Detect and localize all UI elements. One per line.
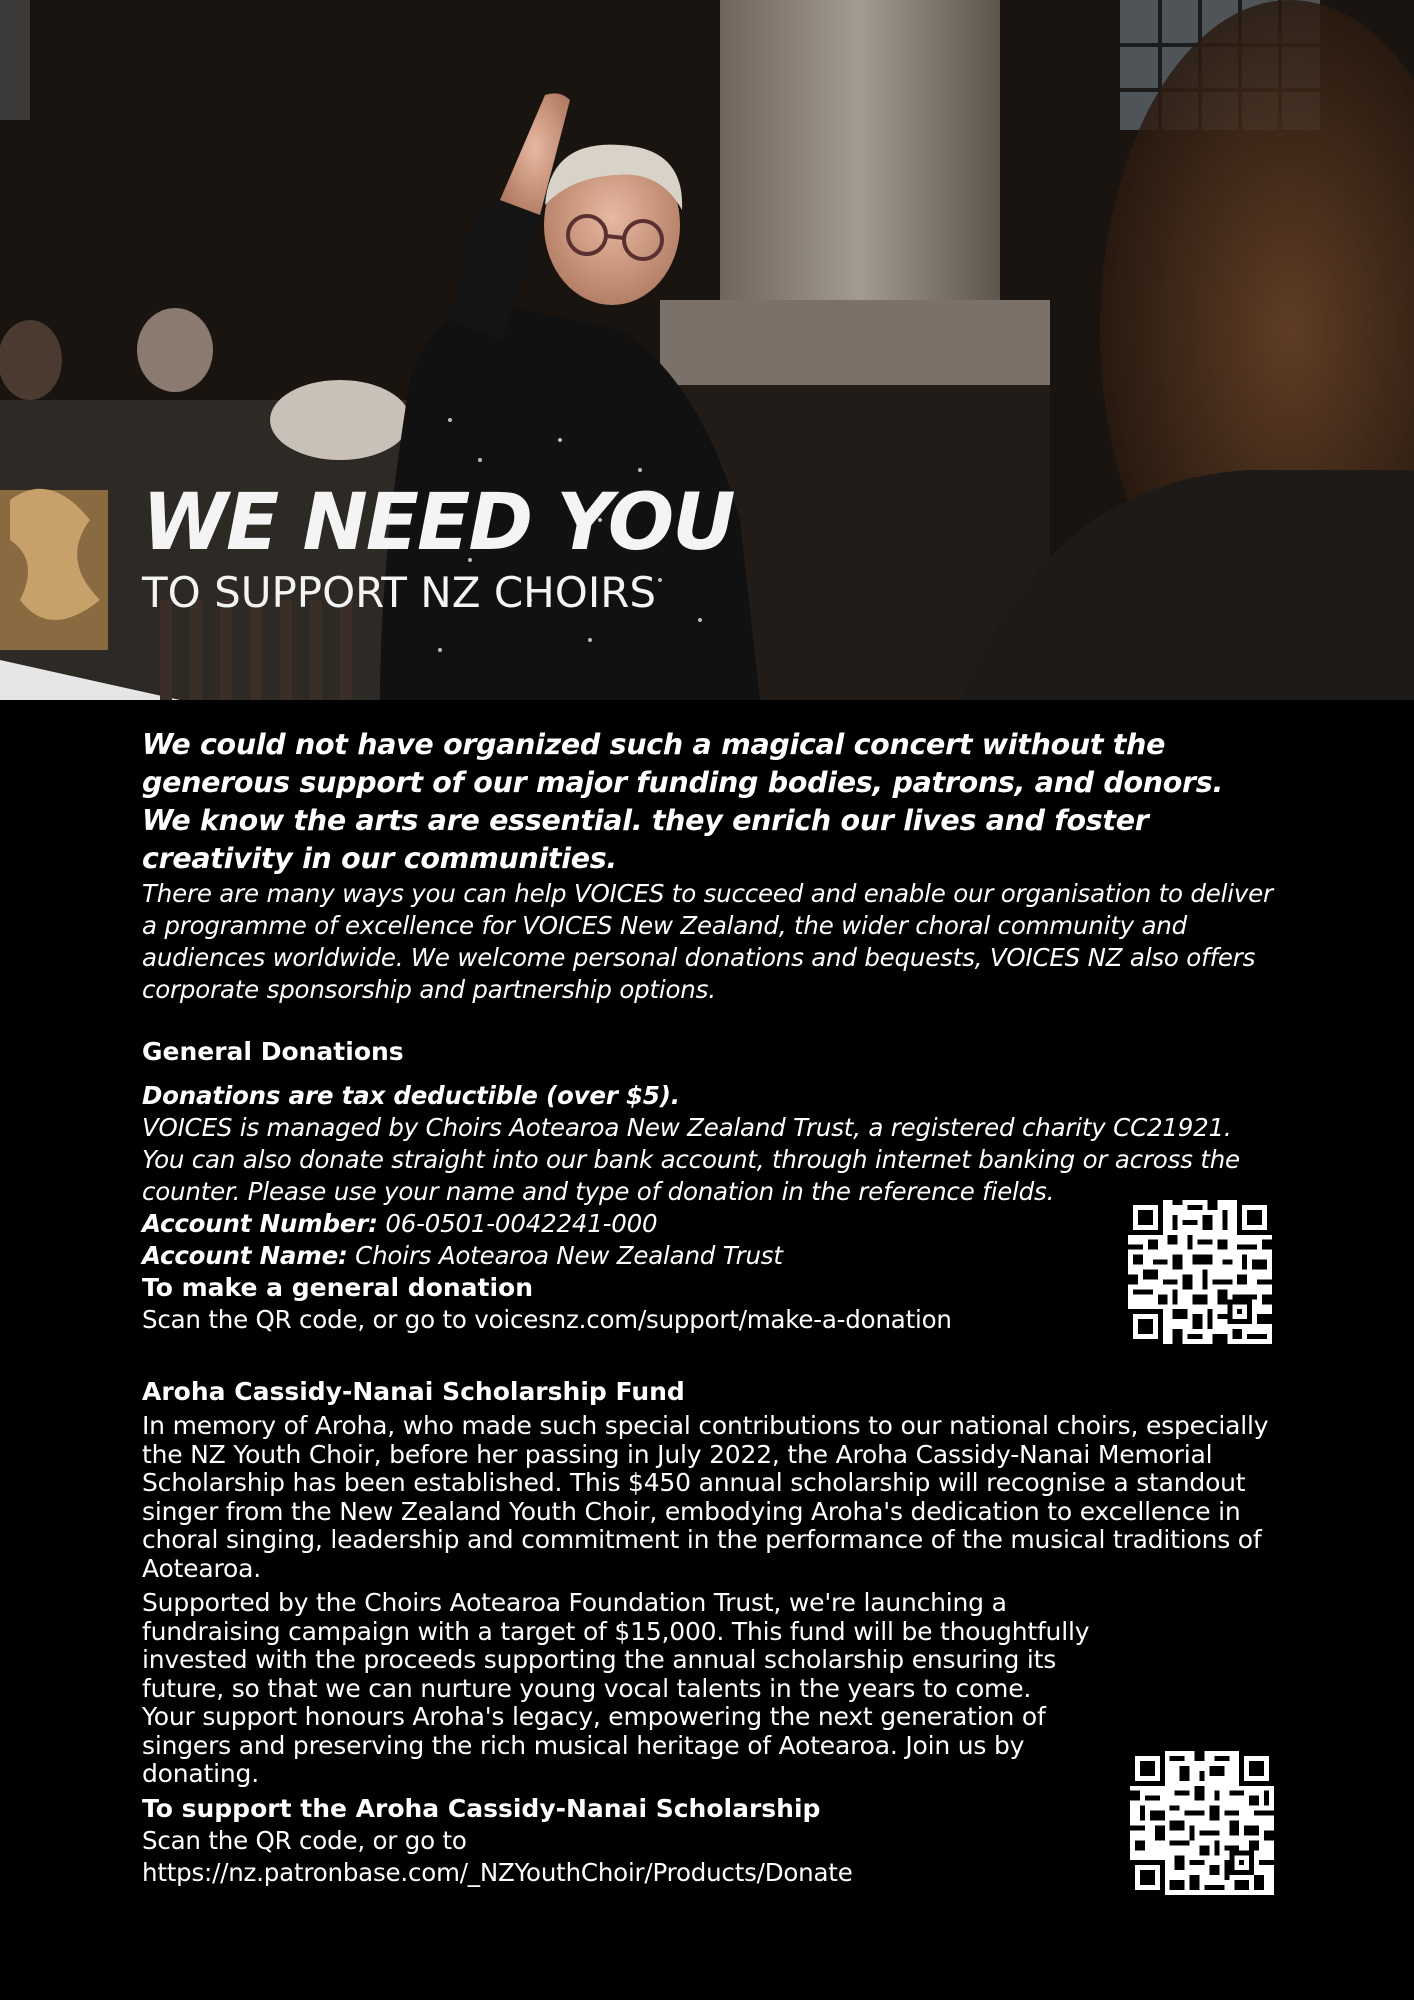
scholarship-para-2: Supported by the Choirs Aotearoa Foundation Trust, we're launching a fundraising campaign with a target of $15,000. This fund will be thoughtfully invested with the proceeds supporting the annual scholarship ensuring its future, so that we can nurture young vocal talents in the years to come. <box>142 1588 1090 1703</box>
scholarship-cta-heading: To support the Aroha Cassidy-Nanai Scholarship <box>142 1793 821 1823</box>
qr-code-icon[interactable] <box>1130 1751 1274 1895</box>
account-name: Choirs Aotearoa New Zealand Trust <box>347 1241 783 1270</box>
scholarship-para-3: Your support honours Aroha's legacy, empowering the next generation of singers and preserving the rich musical heritage of Aotearoa. Join us by donating. <box>142 1702 1046 1788</box>
account-name-line <box>142 1240 1282 1272</box>
general-donation-cta-text[interactable]: Scan the QR code, or go to voicesnz.com/support/make-a-donation <box>142 1305 952 1334</box>
scholarship-para-1: In memory of Aroha, who made such special contributions to our national choirs, especially the NZ Youth Choir, before her passing in July 2022, the Aroha Cassidy-Nanai Memorial Scholarship has been established. This $450 annual scholarship will recognise a standout singer from the New Zealand Youth Choir, embodying Aroha's dedication to excellence in choral singing, leadership and commitment in the performance of the musical traditions of Aotearoa. <box>142 1411 1269 1583</box>
general-donation-cta-heading: To make a general donation <box>142 1273 534 1302</box>
scholarship-cta-line: Scan the QR code, or go to <box>142 1825 467 1855</box>
intro-lead-1: We could not have organized such a magical concert without the generous support of our major funding bodies, patrons, and donors. <box>142 728 1223 799</box>
account-number-label: Account Number: <box>142 1209 378 1238</box>
scholarship-heading: Aroha Cassidy-Nanai Scholarship Fund <box>142 1377 685 1406</box>
account-name-label: Account Name: <box>142 1241 348 1270</box>
hero-subtitle: TO SUPPORT NZ CHOIRS <box>142 568 657 617</box>
intro-body: There are many ways you can help VOICES to succeed and enable our organisation to deliver a programme of excellence for VOICES New Zealand, the wider choral community and audiences worldwide. We welcome personal donations and bequests, VOICES NZ also offers corporate sponsorship and partnership options. <box>142 879 1273 1004</box>
general-donations-body: VOICES is managed by Choirs Aotearoa New Zealand Trust, a registered charity CC21921. You can also donate straight into our bank account, through internet banking or across the counter. Please use your name and type of donation in the reference fields. <box>142 1113 1240 1206</box>
qr-general-donation-icon <box>1128 1200 1272 1344</box>
content <box>142 726 1282 1889</box>
hero-text <box>142 478 734 618</box>
qr-scholarship-icon <box>1130 1751 1274 1895</box>
intro-lead-2: We know the arts are essential. they enrich our lives and foster creativity in our communities. <box>142 804 1149 875</box>
qr-code-icon[interactable] <box>1128 1200 1272 1344</box>
hero-title: WE NEED YOU <box>142 478 734 568</box>
scholarship-donate-link[interactable]: https://nz.patronbase.com/_NZYouthChoir/Products/Donate <box>142 1857 853 1887</box>
tax-deductible-note: Donations are tax deductible (over $5). <box>142 1081 680 1110</box>
account-number: 06-0501-0042241-000 <box>377 1209 658 1238</box>
hero-photo <box>0 0 1414 700</box>
account-number-line <box>142 1208 1282 1240</box>
general-donations-heading: General Donations <box>142 1037 404 1066</box>
